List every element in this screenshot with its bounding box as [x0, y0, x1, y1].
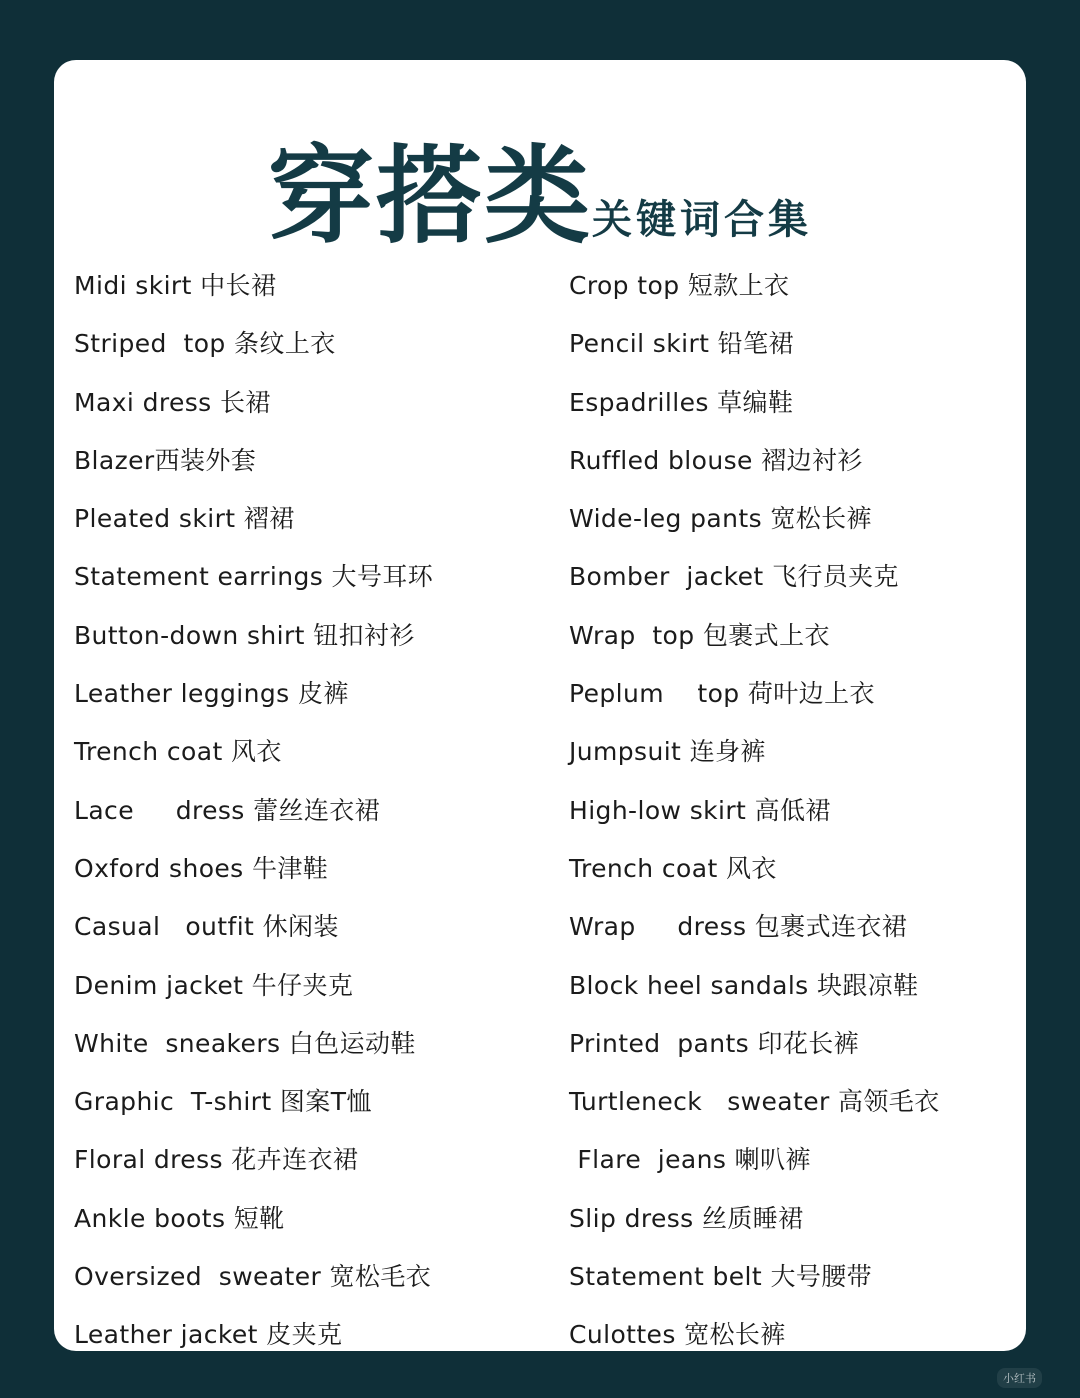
- list-item: Peplum top 荷叶边上衣: [569, 679, 875, 709]
- list-item: Button-down shirt 钮扣衬衫: [74, 620, 415, 650]
- list-item: Trench coat 风衣: [74, 737, 282, 767]
- list-item: Lace dress 蕾丝连衣裙: [74, 795, 381, 825]
- right-keyword-list: [569, 260, 940, 1351]
- list-item: Flare jeans 喇叭裤: [569, 1145, 811, 1175]
- list-item: Graphic T-shirt 图案T恤: [74, 1087, 372, 1117]
- list-item: Block heel sandals 块跟凉鞋: [569, 970, 919, 1000]
- title-subtitle: 关键词合集: [592, 197, 812, 243]
- list-item: Wide-leg pants 宽松长裤: [569, 504, 872, 534]
- list-item: Leather leggings 皮裤: [74, 679, 349, 709]
- list-item: Pencil skirt 铅笔裙: [569, 329, 794, 359]
- list-item: Slip dress 丝质睡裙: [569, 1203, 804, 1233]
- list-item: Wrap top 包裹式上衣: [569, 620, 830, 650]
- list-item: Ruffled blouse 褶边衬衫: [569, 445, 863, 475]
- list-item: Statement belt 大号腰带: [569, 1262, 873, 1292]
- list-item: Wrap dress 包裹式连衣裙: [569, 912, 908, 942]
- list-item: Crop top 短款上衣: [569, 271, 790, 300]
- list-item: Striped top 条纹上衣: [74, 329, 336, 359]
- list-item: Ankle boots 短靴: [74, 1203, 285, 1233]
- title-main: 穿搭类: [268, 135, 592, 258]
- list-item: Oxford shoes 牛津鞋: [74, 853, 329, 883]
- list-item: High-low skirt 高低裙: [569, 795, 831, 825]
- page-title: [54, 112, 1026, 264]
- list-item: Trench coat 风衣: [569, 853, 777, 883]
- list-item: White sneakers 白色运动鞋: [74, 1028, 416, 1058]
- list-item: Bomber jacket 飞行员夹克: [569, 562, 899, 592]
- list-item: Jumpsuit 连身裤: [569, 737, 766, 767]
- list-item: Pleated skirt 褶裙: [74, 504, 295, 534]
- list-item: Leather jacket 皮夹克: [74, 1320, 343, 1350]
- list-item: Statement earrings 大号耳环: [74, 562, 434, 592]
- list-item: Floral dress 花卉连衣裙: [74, 1145, 359, 1175]
- list-item: Turtleneck sweater 高领毛衣: [569, 1087, 940, 1117]
- list-item: Blazer西装外套: [74, 445, 257, 475]
- list-item: Maxi dress 长裙: [74, 387, 271, 417]
- left-keyword-list: [74, 260, 433, 1351]
- list-item: Midi skirt 中长裙: [74, 271, 277, 300]
- list-item: Culottes 宽松长裤: [569, 1320, 786, 1350]
- watermark-logo: 小红书: [997, 1368, 1042, 1388]
- keyword-card: [54, 60, 1026, 1351]
- list-item: Oversized sweater 宽松毛衣: [74, 1262, 432, 1292]
- list-item: Casual outfit 休闲装: [74, 912, 339, 942]
- list-item: Denim jacket 牛仔夹克: [74, 970, 354, 1000]
- list-item: Espadrilles 草编鞋: [569, 387, 794, 417]
- list-item: Printed pants 印花长裤: [569, 1028, 860, 1058]
